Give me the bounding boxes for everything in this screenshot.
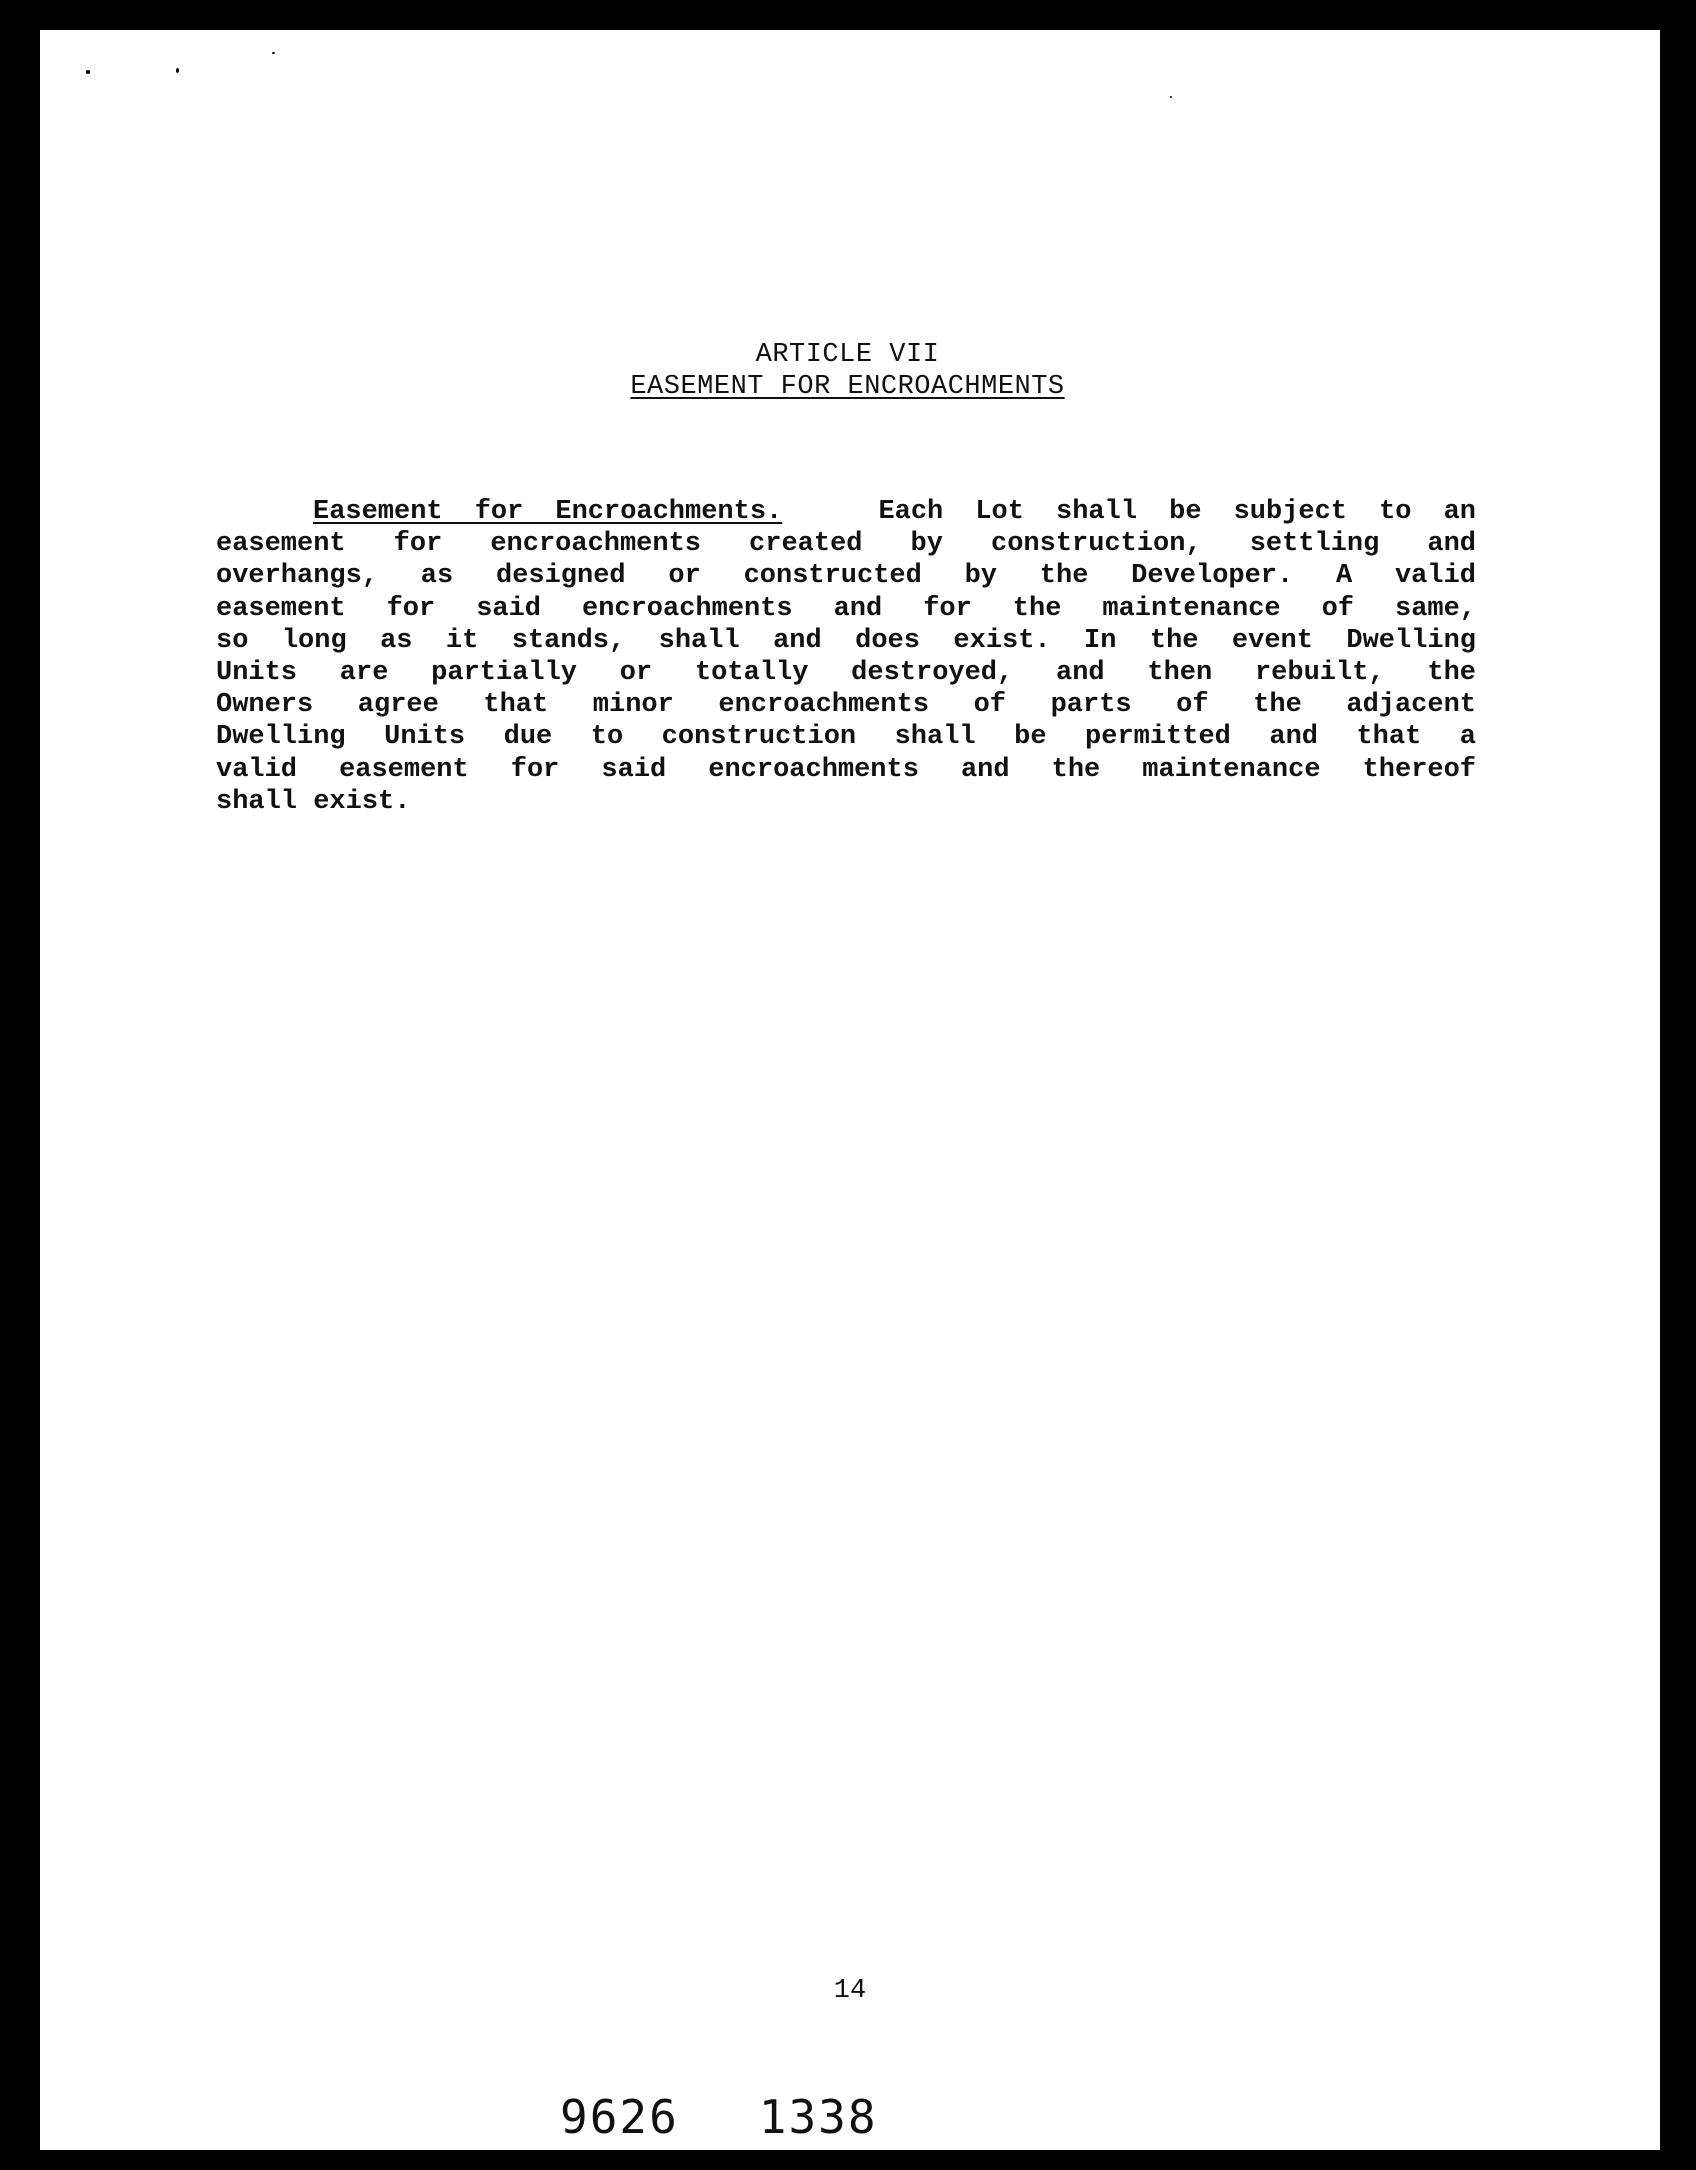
article-title: EASEMENT FOR ENCROACHMENTS — [630, 372, 1065, 402]
scan-speck — [272, 52, 275, 54]
scan-speck — [86, 70, 90, 74]
stamp-right-number: 1338 — [758, 2090, 878, 2144]
paragraph-line: overhangs, as designed or constructed by the Developer. A valid — [216, 561, 1476, 592]
document-stamp — [560, 2090, 878, 2144]
scan-speck — [1170, 96, 1172, 98]
paragraph-line: Dwelling Units due to construction shall be permitted and that a — [216, 722, 1476, 753]
document-page — [40, 30, 1660, 2150]
section-lead: Easement for Encroachments. — [313, 497, 783, 527]
paragraph-line: easement for encroachments created by construction, settling and — [216, 529, 1476, 560]
scan-speck — [176, 68, 179, 73]
paragraph-line: Units are partially or totally destroyed, and then rebuilt, the — [216, 658, 1476, 689]
page-number: 14 — [833, 1976, 867, 2006]
paragraph-line: easement for said encroachments and for the maintenance of same, — [216, 593, 1476, 624]
paragraph-line: valid easement for said encroachments and the maintenance thereof — [216, 754, 1476, 785]
paragraph-line: so long as it stands, shall and does exist. In the event Dwelling — [216, 625, 1476, 656]
article-number: ARTICLE VII — [755, 340, 940, 370]
paragraph-line: shall exist. — [216, 786, 411, 817]
paragraph-line: Owners agree that minor encroachments of parts of the adjacent — [216, 690, 1476, 721]
paragraph-line: Easement for Encroachments. Each Lot shall be subject to an — [313, 497, 1476, 527]
stamp-left-number: 9626 — [560, 2090, 679, 2144]
section-paragraph — [216, 496, 1476, 818]
